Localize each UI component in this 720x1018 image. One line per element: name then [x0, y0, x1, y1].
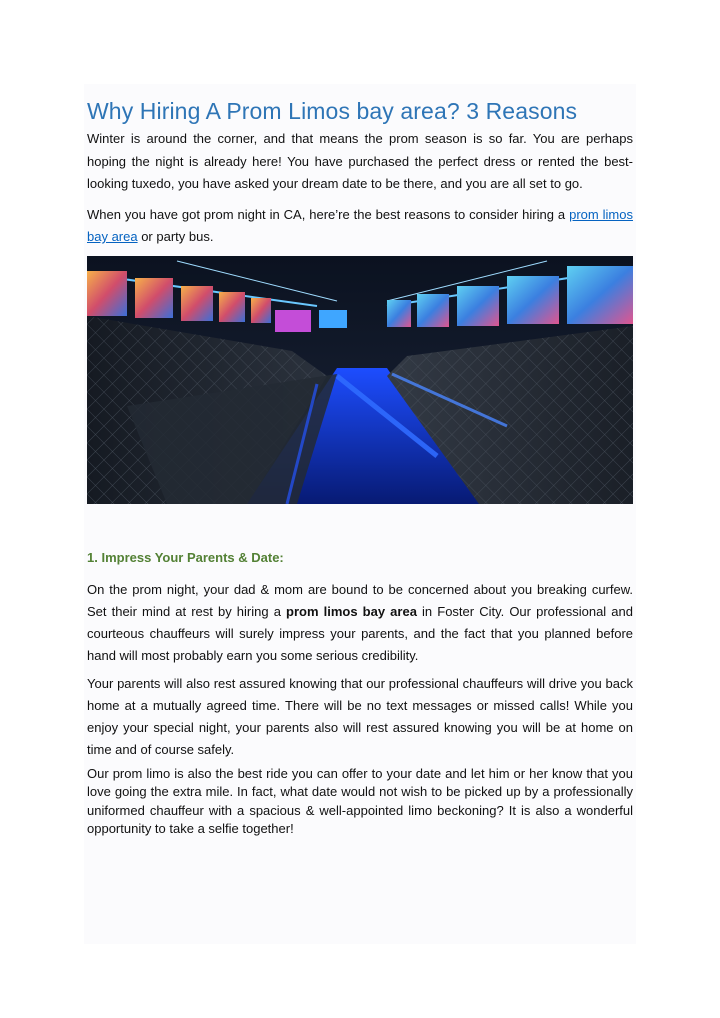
section1-paragraph-2: Your parents will also rest assured knowing that our professional chauffeurs will drive you back home at a mutually agreed time. There will be no text messages or missed calls! While you enjoy your special night, your parents also will rest assured knowing you will be at home on time and of course safely.: [87, 675, 633, 757]
reasons-tail-text: or party bus.: [137, 229, 214, 244]
prom-limos-link[interactable]: prom limos bay area: [87, 206, 633, 244]
section1-paragraph-1: [87, 579, 633, 667]
reasons-lead-text: When you have got prom night in CA, here’re the best reasons to consider hiring a: [87, 206, 566, 222]
article-title: Why Hiring A Prom Limos bay area? 3 Reasons: [87, 98, 578, 124]
reasons-paragraph: [87, 204, 633, 249]
document-page: [87, 96, 633, 839]
p1-end-text: in Foster City. Our professional and courteous chauffeurs will surely impress your parents, and the fact that you planned before hand will most probably earn you some serious credibility.: [87, 603, 633, 663]
intro-paragraph: Winter is around the corner, and that means the prom season is so far. You are perhaps hoping the night is already here! You have purchased the perfect dress or rented the best-looking tuxedo, you have asked your dream date to be there, and you are all set to go.: [87, 131, 633, 191]
section1-paragraph-3: Our prom limo is also the best ride you can offer to your date and let him or her know that you love going the extra mile. In fact, what date would not wish to be picked up by a professionally uniformed chauffeur with a spacious & well-appointed limo beckoning? It is also a wonderful opportunity to take a selfie together!: [87, 765, 633, 836]
limo-interior-photo: [87, 256, 633, 504]
p1-bold-text: prom limos bay area: [286, 603, 417, 619]
section-heading-impress: 1. Impress Your Parents & Date:: [87, 549, 284, 565]
p1-start-text: On the prom night, your dad & mom are bound to be concerned about you breaking curfew. Set their mind at rest by hiring a: [87, 581, 633, 619]
